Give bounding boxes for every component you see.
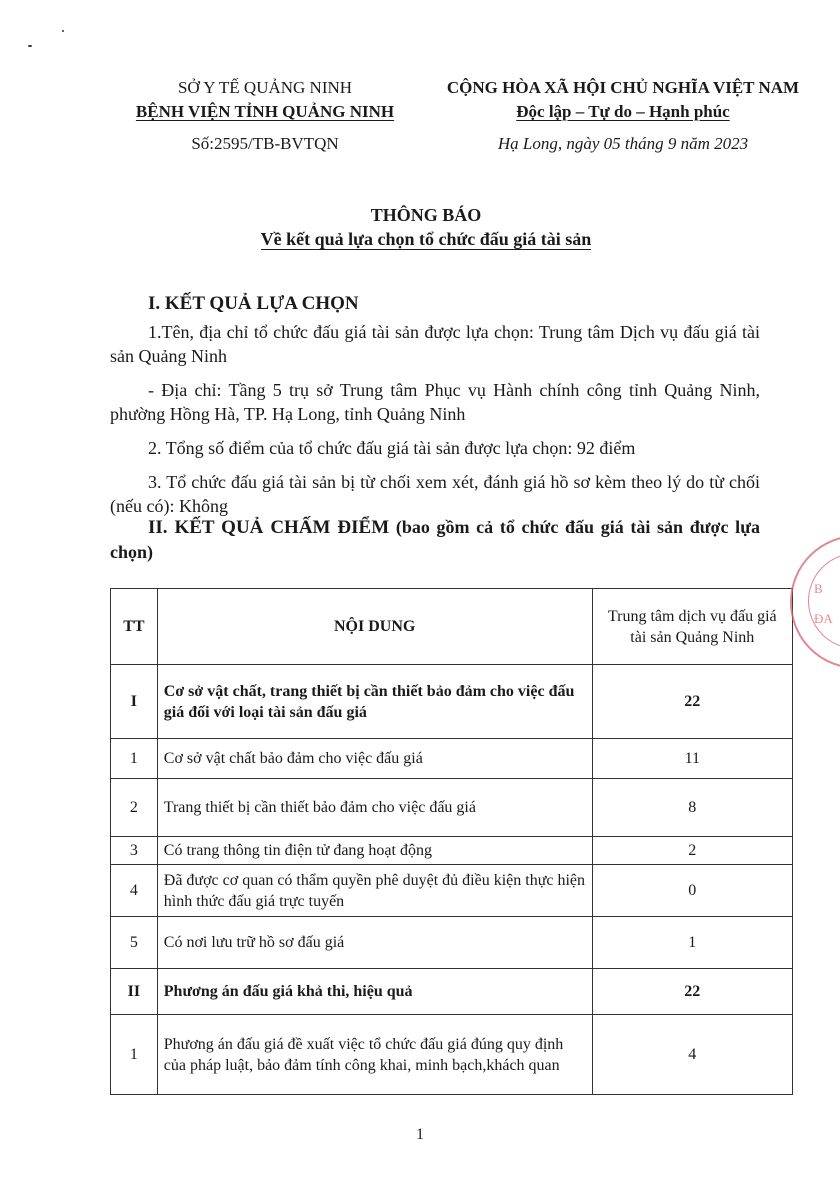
row-score: 0	[592, 865, 792, 917]
header-organization: Trung tâm dịch vụ đấu giá tài sản Quảng Ninh	[592, 589, 792, 665]
row-content: Có nơi lưu trữ hồ sơ đấu giá	[157, 917, 592, 969]
table-row	[111, 1015, 793, 1095]
row-content: Phương án đấu giá khả thi, hiệu quả	[157, 969, 592, 1015]
table-row	[111, 969, 793, 1015]
row-content: Cơ sở vật chất bảo đảm cho việc đấu giá	[157, 739, 592, 779]
table-row	[111, 665, 793, 739]
scan-speck	[62, 30, 64, 32]
section-1-heading: I. KẾT QUẢ LỰA CHỌN	[148, 293, 359, 314]
issuer-block	[110, 76, 420, 154]
header-tt: TT	[111, 589, 158, 665]
row-tt: 4	[111, 865, 158, 917]
row-score: 22	[592, 969, 792, 1015]
official-stamp: B ĐA	[790, 535, 840, 669]
row-content: Phương án đấu giá đề xuất việc tổ chức đấu giá đúng quy định của pháp luật, bảo đảm tính công khai, minh bạch,khách quan	[157, 1015, 592, 1095]
row-score: 8	[592, 779, 792, 837]
row-tt: II	[111, 969, 158, 1015]
scoring-table	[110, 588, 793, 1095]
section-2-heading-note: (bao gồm cả tổ chức đấu giá tài sản được lựa chọn)	[110, 517, 760, 562]
row-tt: I	[111, 665, 158, 739]
organization-name: BỆNH VIỆN TỈNH QUẢNG NINH	[135, 102, 395, 121]
row-tt: 1	[111, 1015, 158, 1095]
row-content: Có trang thông tin điện tử đang hoạt động	[157, 837, 592, 865]
row-score: 22	[592, 665, 792, 739]
row-score: 2	[592, 837, 792, 865]
table-row	[111, 837, 793, 865]
document-title-block	[100, 203, 752, 251]
header-content: NỘI DUNG	[157, 589, 592, 665]
section-1-paragraph-3: 2. Tổng số điểm của tổ chức đấu giá tài sản được lựa chọn: 92 điểm	[148, 438, 636, 458]
page-number: 1	[416, 1126, 424, 1143]
place-date: Hạ Long, ngày 05 tháng 9 năm 2023	[497, 134, 749, 153]
table-row	[111, 917, 793, 969]
row-score: 4	[592, 1015, 792, 1095]
row-tt: 5	[111, 917, 158, 969]
row-tt: 1	[111, 739, 158, 779]
table-header-row	[111, 589, 793, 665]
row-content: Đã được cơ quan có thẩm quyền phê duyệt đủ điều kiện thực hiện hình thức đấu giá trực tuyến	[157, 865, 592, 917]
section-1-paragraph-1: 1.Tên, địa chỉ tổ chức đấu giá tài sản được lựa chọn: Trung tâm Dịch vụ đấu giá tài sản Quảng Ninh	[110, 322, 760, 366]
table-row	[111, 739, 793, 779]
section-1-paragraph-2: - Địa chỉ: Tầng 5 trụ sở Trung tâm Phục vụ Hành chính công tỉnh Quảng Ninh, phường Hồng Hà, TP. Hạ Long, tỉnh Quảng Ninh	[110, 380, 760, 424]
section-2-heading-main: II. KẾT QUẢ CHẤM ĐIỂM	[148, 517, 390, 538]
parent-organization: SỞ Y TẾ QUẢNG NINH	[177, 78, 353, 97]
document-number: Số:2595/TB-BVTQN	[191, 134, 339, 153]
national-motto: Độc lập – Tự do – Hạnh phúc	[516, 102, 730, 121]
row-score: 11	[592, 739, 792, 779]
section-2-heading	[110, 515, 760, 564]
document-title: THÔNG BÁO	[370, 205, 482, 225]
country-name: CỘNG HÒA XÃ HỘI CHỦ NGHĨA VIỆT NAM	[446, 78, 800, 97]
table-row	[111, 865, 793, 917]
document-subtitle: Về kết quả lựa chọn tổ chức đấu giá tài sản	[260, 229, 592, 249]
row-tt: 3	[111, 837, 158, 865]
table-row	[111, 779, 793, 837]
row-content: Cơ sở vật chất, trang thiết bị cần thiết bảo đảm cho việc đấu giá đối với loại tài sản đấu giá	[157, 665, 592, 739]
row-score: 1	[592, 917, 792, 969]
scan-speck	[28, 45, 32, 47]
national-header	[438, 76, 808, 154]
row-tt: 2	[111, 779, 158, 837]
row-content: Trang thiết bị cần thiết bảo đảm cho việc đấu giá	[157, 779, 592, 837]
section-1-paragraph-4: 3. Tổ chức đấu giá tài sản bị từ chối xem xét, đánh giá hồ sơ kèm theo lý do từ chối (nếu có): Không	[110, 472, 760, 516]
section-1	[110, 292, 760, 518]
